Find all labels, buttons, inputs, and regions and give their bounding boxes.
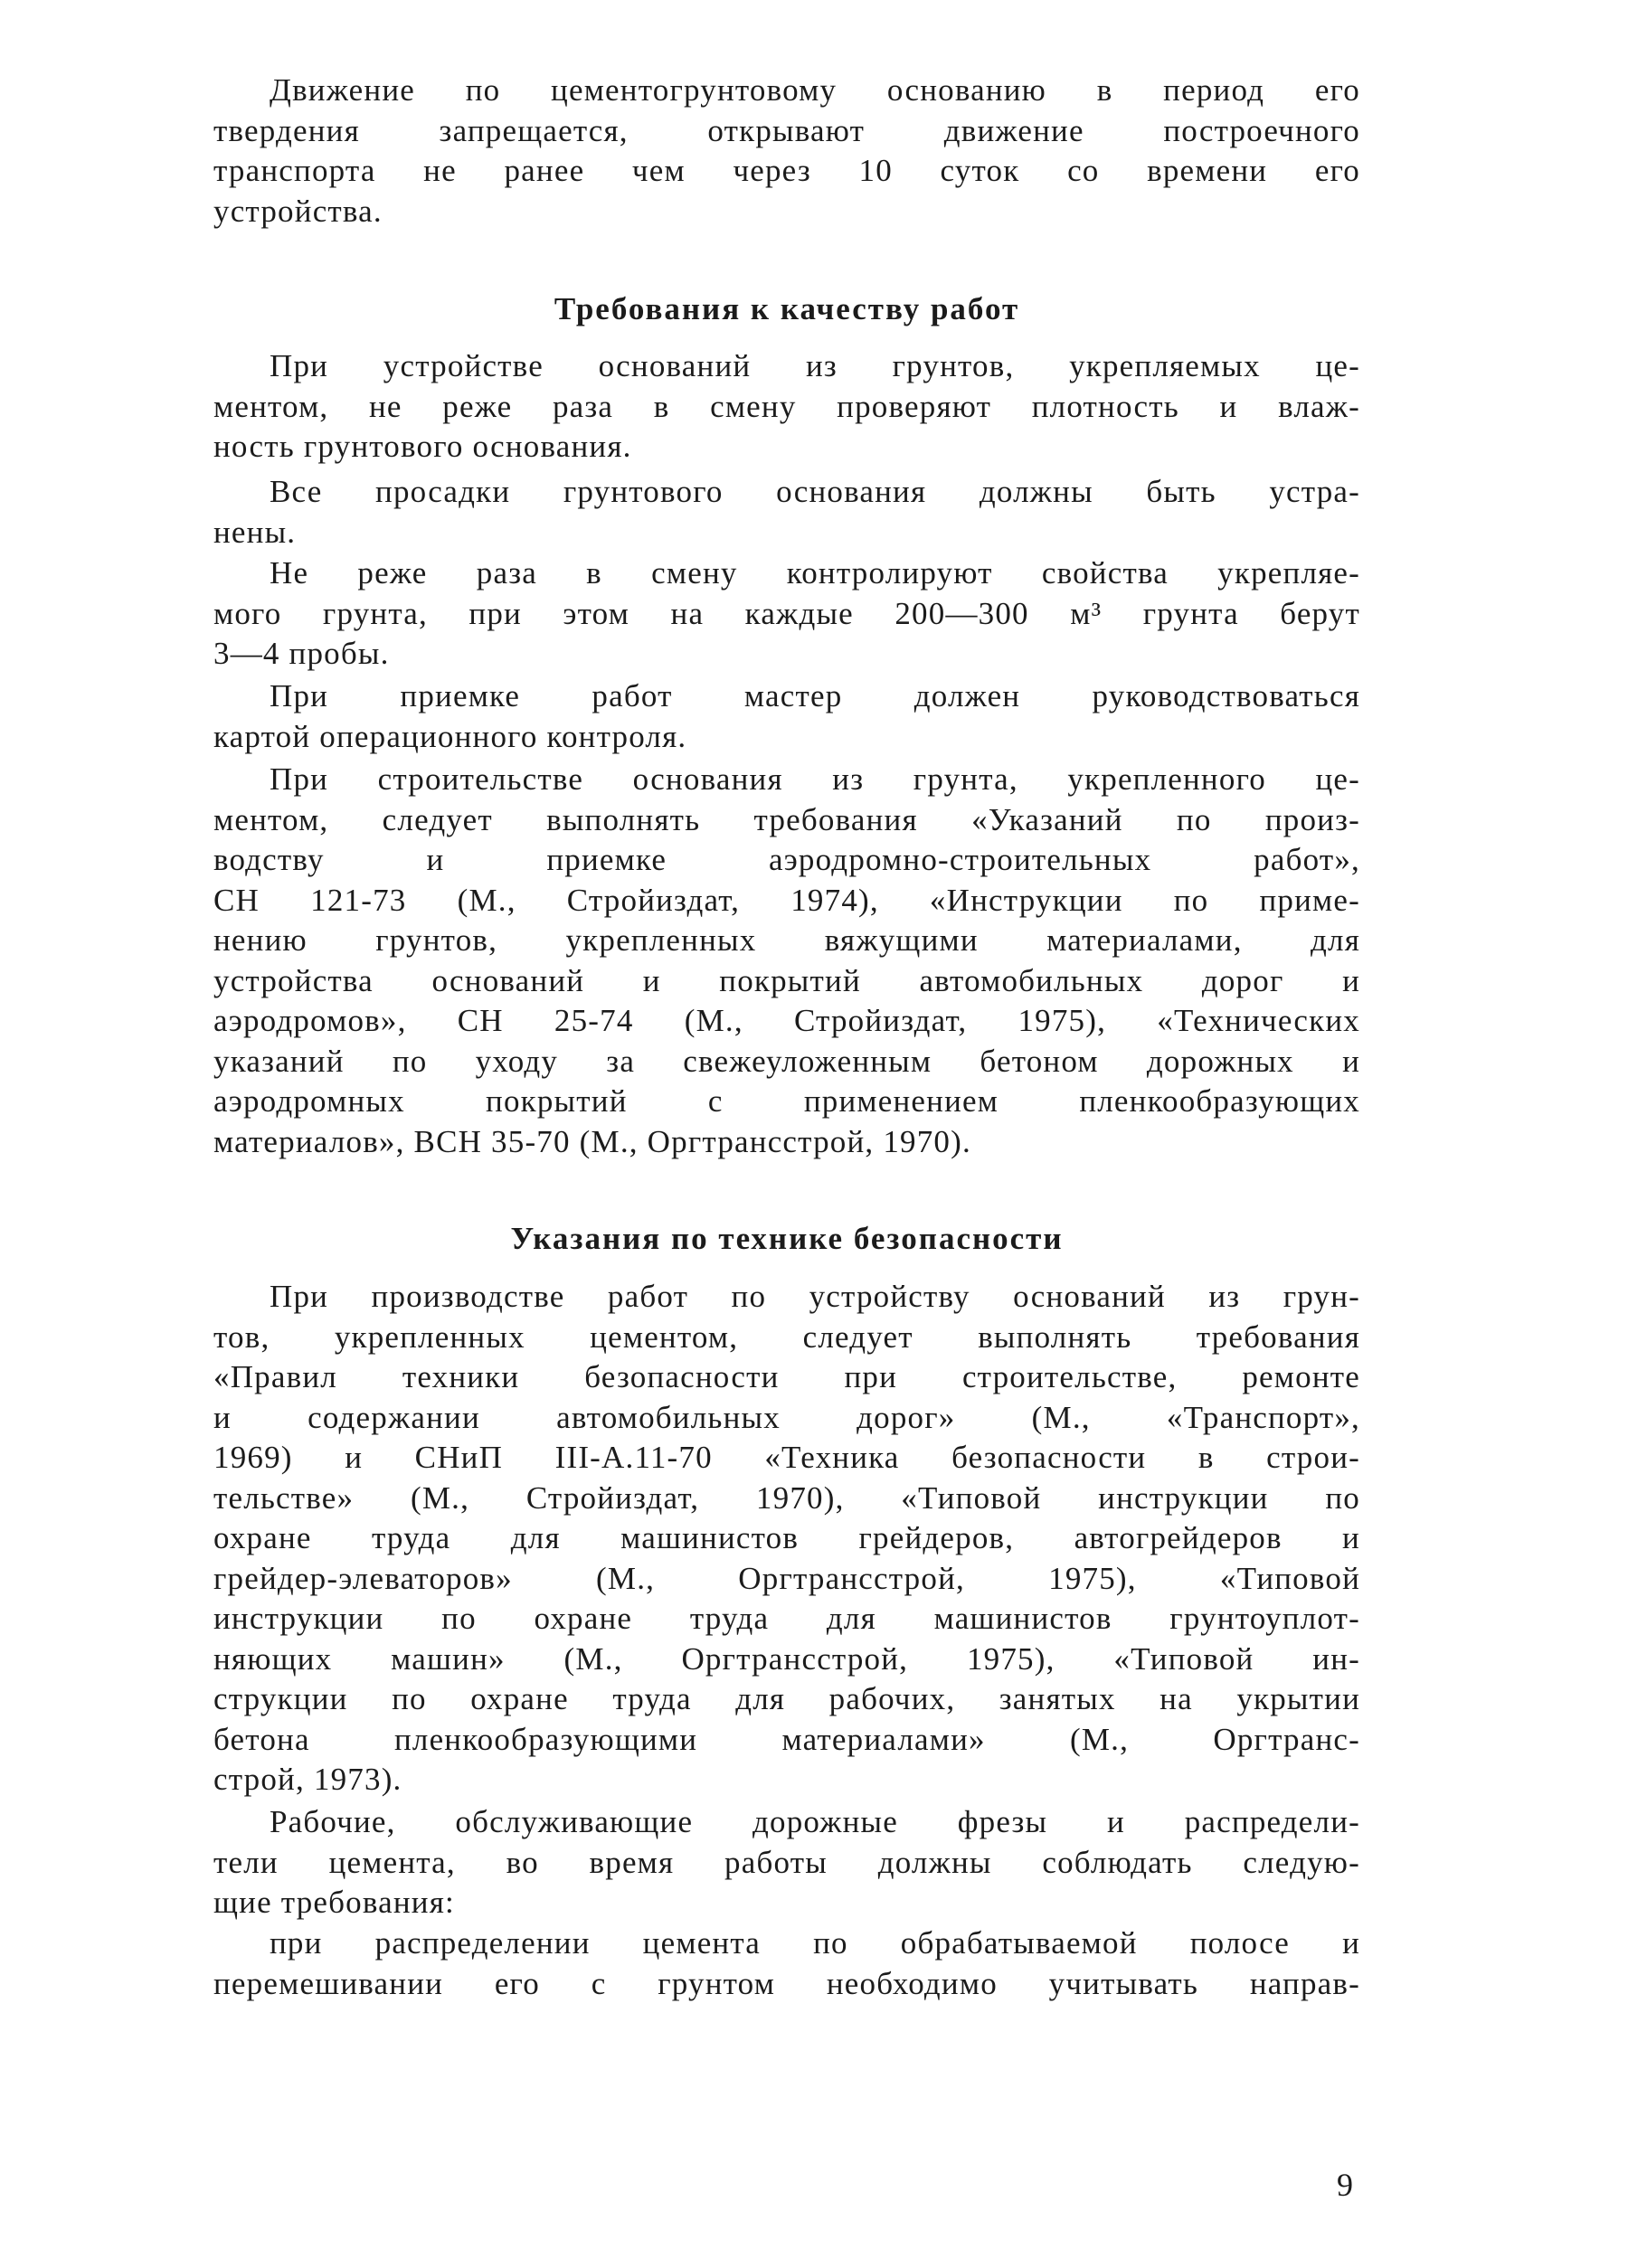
- safety-paragraph-1: [213, 1277, 1360, 1800]
- quality-paragraph-1: [213, 346, 1360, 468]
- text-line: няющих машин» (М., Оргтрансстрой, 1975), «Типовой ин-: [213, 1640, 1360, 1677]
- text-line: струкции по охране труда для рабочих, занятых на укрытии: [213, 1681, 1360, 1716]
- text-line: ность грунтового основания.: [213, 429, 632, 464]
- text-line: аэродромных покрытий с применением пленкообразующих: [213, 1083, 1360, 1119]
- text-line: нены.: [213, 514, 297, 550]
- text-line: твердения запрещается, открывают движение построечного: [213, 112, 1360, 148]
- text-line: транспорта не ранее чем через 10 суток со времени его: [213, 153, 1360, 188]
- text-line: 1969) и СНиП III-А.11-70 «Техника безопасности в строи-: [213, 1440, 1360, 1475]
- text-line: «Правил техники безопасности при строительстве, ремонте: [213, 1359, 1360, 1394]
- safety-paragraph-3: [213, 1923, 1360, 2004]
- text-line: Движение по цементогрунтовому основанию в период его: [270, 72, 1360, 108]
- text-line: щие требования:: [213, 1885, 455, 1920]
- text-line: При производстве работ по устройству оснований из грун-: [270, 1279, 1360, 1314]
- page-number: 9: [1337, 2167, 1353, 2203]
- text-line: при распределении цемента по обрабатываемой полосе и: [270, 1925, 1360, 1961]
- text-line: устройства оснований и покрытий автомобильных дорог и: [213, 962, 1360, 998]
- quality-paragraph-2: [213, 472, 1360, 553]
- text-line: мого грунта, при этом на каждые 200—300 м³ грунта берут: [213, 595, 1360, 631]
- safety-paragraph-2: [213, 1802, 1360, 1923]
- text-line: нению грунтов, укрепленных вяжущими материалами, для: [213, 922, 1360, 958]
- text-line: Рабочие, обслуживающие дорожные фрезы и распредели-: [270, 1804, 1360, 1839]
- text-line: При приемке работ мастер должен руководствоваться: [270, 678, 1360, 713]
- quality-paragraph-5: [213, 760, 1360, 1162]
- opening-paragraph: [213, 71, 1360, 232]
- section-heading-quality: Требования к качеству работ: [554, 291, 1020, 326]
- quality-paragraph-3: [213, 553, 1360, 675]
- text-line: При строительстве основания из грунта, укрепленного це-: [270, 761, 1360, 797]
- text-line: материалов», ВСН 35-70 (М., Оргтрансстрой, 1970).: [213, 1123, 971, 1159]
- text-line: аэродромов», СН 25-74 (М., Стройиздат, 1975), «Технических: [213, 1003, 1360, 1038]
- text-line: инструкции по охране труда для машинистов грунтоуплот-: [213, 1601, 1360, 1636]
- text-line: 3—4 пробы.: [213, 636, 390, 671]
- text-line: перемешивании его с грунтом необходимо учитывать направ-: [213, 1965, 1360, 2001]
- text-line: тельстве» (М., Стройиздат, 1970), «Типовой инструкции по: [213, 1479, 1360, 1516]
- quality-paragraph-4: [213, 676, 1360, 757]
- text-line: водству и приемке аэродромно-строительных работ»,: [213, 842, 1360, 877]
- text-line: строй, 1973).: [213, 1762, 402, 1797]
- text-line: Все просадки грунтового основания должны быть устра-: [270, 474, 1360, 509]
- section-heading-safety: Указания по технике безопасности: [510, 1221, 1064, 1256]
- text-line: бетона пленкообразующими материалами» (М., Оргтранс-: [213, 1721, 1360, 1757]
- text-line: картой операционного контроля.: [213, 718, 687, 754]
- text-line: и содержании автомобильных дорог» (М., «Транспорт»,: [213, 1399, 1360, 1435]
- text-line: тов, укрепленных цементом, следует выполнять требования: [213, 1318, 1360, 1355]
- text-line: ментом, следует выполнять требования «Указаний по произ-: [213, 801, 1360, 837]
- text-line: ментом, не реже раза в смену проверяют плотность и влаж-: [213, 388, 1360, 424]
- text-line: указаний по уходу за свежеуложенным бетоном дорожных и: [213, 1043, 1360, 1079]
- text-line: охране труда для машинистов грейдеров, автогрейдеров и: [213, 1520, 1360, 1555]
- text-line: Не реже раза в смену контролируют свойства укрепляе-: [270, 555, 1360, 591]
- text-line: устройства.: [213, 193, 383, 229]
- text-line: СН 121-73 (М., Стройиздат, 1974), «Инструкции по приме-: [213, 882, 1360, 918]
- text-line: грейдер-элеваторов» (М., Оргтрансстрой, 1975), «Типовой: [213, 1560, 1360, 1596]
- text-line: тели цемента, во время работы должны соблюдать следую-: [213, 1844, 1360, 1880]
- text-line: При устройстве оснований из грунтов, укрепляемых це-: [270, 348, 1360, 383]
